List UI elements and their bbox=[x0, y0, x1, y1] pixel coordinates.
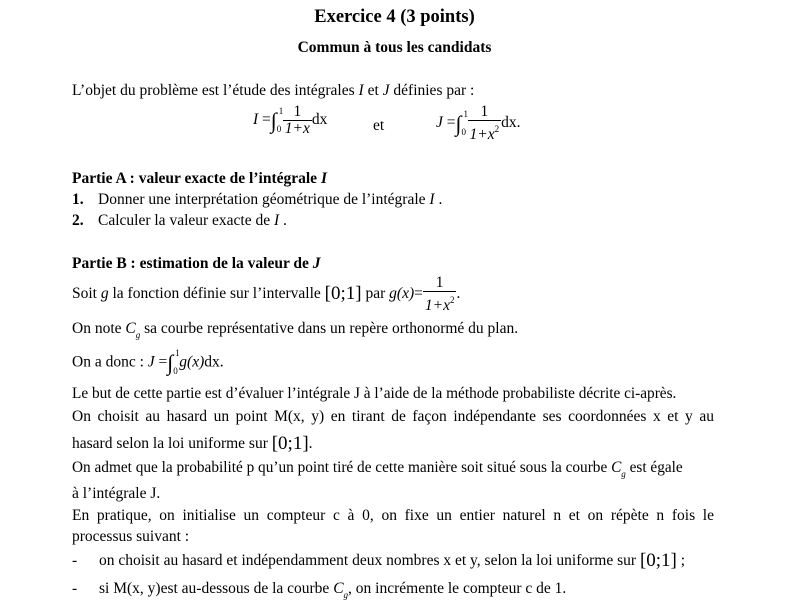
partA-heading: Partie A : valeur exacte de l’intégrale I bbox=[72, 170, 327, 187]
item-number: 2. bbox=[72, 212, 84, 229]
numerator: 1 bbox=[480, 103, 489, 120]
fraction bbox=[283, 104, 312, 137]
upper-bound: 1 bbox=[278, 105, 284, 116]
period: . bbox=[516, 114, 521, 132]
numerator: 1 bbox=[293, 103, 302, 120]
partB-probability-line1: On admet que la probabilité p qu’un point tiré de cette manière soit situé sous la courbe $C_g$ est égale bbox=[72, 459, 683, 479]
partB-heading: Partie B : estimation de la valeur de J bbox=[72, 255, 321, 272]
bullet-1: - on choisit au hasard et indépendamment deux nombres x et y, selon la loi uniforme sur [0;1] ; bbox=[72, 550, 686, 571]
var-I: I bbox=[358, 82, 364, 99]
conjunction-et: et bbox=[373, 117, 385, 134]
item-number: 1. bbox=[72, 191, 84, 208]
partA-item-2: 2. Calculer la valeur exacte de I . bbox=[72, 212, 287, 229]
formula-I-equals: = bbox=[262, 111, 271, 129]
formula-J-lhs: J bbox=[436, 114, 443, 132]
intro-text: L’objet du problème est l’étude des intégrales bbox=[72, 82, 359, 99]
partB-goal: Le but de cette partie est d’évaluer l’intégrale J à l’aide de la méthode probabiliste décrite ci-après. bbox=[72, 385, 677, 402]
upper-bound: 1 bbox=[463, 108, 469, 119]
exercise-title: Exercice 4 (3 points) bbox=[314, 7, 475, 27]
partB-definition: Soit g la fonction définie sur l’intervalle [0;1] par g(x)= $\frac{1}{1+x^2}$ . bbox=[72, 274, 461, 314]
partB-random-point-line2: hasard selon la loi uniforme sur [0;1]. bbox=[72, 433, 313, 454]
formula-I-lhs: I bbox=[253, 111, 259, 129]
partB-practice-line1: En pratique, on initialise un compteur c à 0, on fixe un entier naturel n et on répète n fois le bbox=[72, 507, 714, 524]
partB-probability-line2: à l’intégrale J. bbox=[72, 485, 161, 502]
partB-integral-J: On a donc : J =∫ 1 0 g(x)dx. bbox=[72, 348, 224, 376]
partB-curve-note: On note $C_g$ sa courbe représentative dans un repère orthonormé du plan. bbox=[72, 320, 519, 340]
lower-bound: 0 bbox=[461, 126, 467, 137]
formula-J-equals: = bbox=[446, 114, 456, 132]
intro-paragraph bbox=[72, 82, 474, 100]
interval: [0;1] bbox=[324, 283, 362, 305]
differential: dx bbox=[501, 114, 517, 132]
fraction: $\frac{1}{1+x^2}$ bbox=[424, 274, 455, 314]
denominator: 1+x bbox=[284, 120, 310, 137]
integral-sign: ∫ 1 0 bbox=[455, 108, 469, 137]
formula-J bbox=[436, 104, 520, 143]
denominator: $1+x^2$ bbox=[468, 120, 502, 143]
partB-random-point-line1: On choisit au hasard un point M(x, y) en tirant de façon indépendante ses coordonnées x et y au bbox=[72, 408, 714, 425]
exponent: 2 bbox=[494, 124, 500, 134]
lower-bound: 0 bbox=[276, 123, 282, 134]
intro-text-mid: et bbox=[363, 82, 383, 99]
exercise-subtitle: Commun à tous les candidats bbox=[297, 39, 492, 56]
integral-sign: ∫ 1 0 bbox=[270, 105, 284, 134]
var-J: J bbox=[382, 82, 390, 99]
partB-practice-line2: processus suivant : bbox=[72, 528, 190, 545]
partA-item-1: 1. Donner une interprétation géométrique de l’intégrale I . bbox=[72, 191, 443, 208]
intro-text-after: définies par : bbox=[389, 82, 475, 99]
formula-I bbox=[253, 104, 327, 137]
integral-sign: ∫ 1 0 bbox=[167, 348, 180, 376]
fraction bbox=[468, 104, 502, 143]
bullet-2: - si M(x, y)est au-dessous de la courbe $C_g$, on incrémente le compteur c de 1. bbox=[72, 580, 567, 600]
differential: dx bbox=[311, 111, 328, 129]
